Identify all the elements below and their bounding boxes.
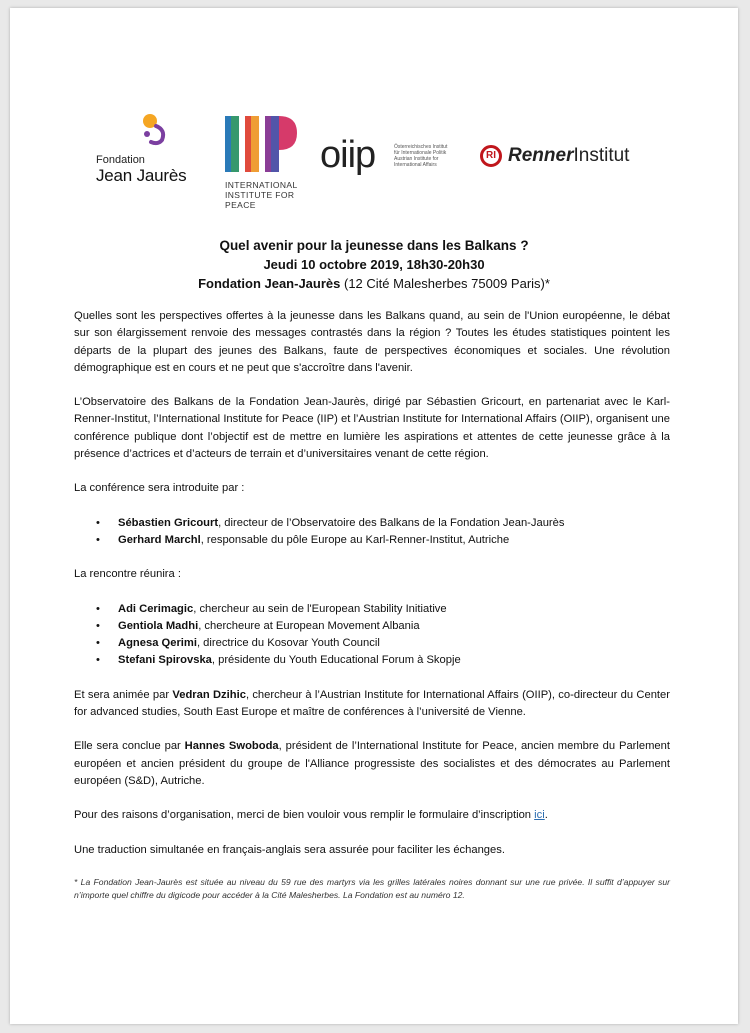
speaker-name: Gentiola Madhi bbox=[118, 619, 199, 632]
fjj-mark-icon bbox=[136, 112, 176, 148]
iip-line-2: INSTITUTE FOR bbox=[225, 190, 295, 200]
fjj-logo-main: Jean Jaurès bbox=[96, 166, 187, 185]
panelists-label: La rencontre réunira : bbox=[74, 568, 181, 581]
speaker-name: Agnesa Qerimi bbox=[118, 637, 197, 650]
list-item bbox=[74, 618, 670, 635]
venue-name: Fondation Jean-Jaurès bbox=[198, 276, 341, 291]
renner-name-rest: Institut bbox=[573, 145, 630, 166]
oiip-description bbox=[394, 144, 479, 168]
oiip-logo bbox=[320, 136, 480, 186]
renner-institut-logo bbox=[480, 141, 660, 171]
panelists-list bbox=[74, 601, 670, 670]
iip-logo-text bbox=[225, 180, 335, 210]
moderator-pre: Et sera animée par bbox=[74, 688, 173, 701]
event-date: Jeudi 10 octobre 2019, 18h30-20h30 bbox=[263, 257, 485, 272]
renner-name bbox=[508, 145, 629, 167]
speaker-name: Stefani Spirovska bbox=[118, 654, 212, 667]
speaker-role: , chercheur au sein de l'European Stability Initiative bbox=[193, 602, 447, 615]
iip-logo bbox=[225, 116, 325, 216]
speaker-role: , chercheure at European Movement Albania bbox=[198, 619, 420, 632]
closing-pre: Elle sera conclue par bbox=[74, 740, 185, 753]
registration-link[interactable]: ici bbox=[534, 809, 545, 822]
venue-address: (12 Cité Malesherbes 75009 Paris)* bbox=[340, 276, 550, 291]
fjj-logo-top: Fondation bbox=[96, 154, 145, 166]
speaker-role: , directeur de l’Observatoire des Balkans de la Fondation Jean-Jaurès bbox=[218, 516, 565, 529]
paragraph-registration bbox=[74, 807, 670, 824]
register-pre: Pour des raisons d’organisation, merci de bien vouloir vous remplir le formulaire d’inscription bbox=[74, 809, 535, 822]
speaker-role: , responsable du pôle Europe au Karl-Renner-Institut, Autriche bbox=[200, 533, 510, 546]
iip-line-3: PEACE bbox=[225, 200, 256, 210]
moderator-name: Vedran Dzihic bbox=[172, 688, 246, 701]
moderator-post: , chercheur à l’Austrian Institute for International Affairs (OIIP), co-directeur du Center for advanced studies, South East Europe et maître de conférences à l’université de Vienne. bbox=[74, 688, 670, 719]
oiip-desc-3: Austrian Institute for bbox=[394, 156, 439, 162]
footnote: * La Fondation Jean-Jaurès est située au niveau du 59 rue des martyrs via les grilles latérales noires donnant sur une rue privée. Il suffit d’appuyer sur n’importe quel chiffre du digicode pour accéder à la Cité Malesherbes. La Fondation est au numéro 12. bbox=[74, 876, 670, 900]
oiip-desc-2: für Internationale Politik bbox=[394, 150, 447, 156]
paragraph-moderator bbox=[74, 687, 670, 722]
speaker-name: Adi Cerimagic bbox=[118, 602, 194, 615]
closing-post: , président de l’International Institute for Peace, ancien membre du Parlement européen et ancien président du groupe de l'Alliance progressiste des socialistes et des démocrates au Parlement européen (S&D), Autriche. bbox=[74, 740, 670, 787]
event-title: Quel avenir pour la jeunesse dans les Balkans ? bbox=[219, 238, 529, 253]
speaker-name: Sébastien Gricourt bbox=[118, 516, 219, 529]
list-item bbox=[74, 515, 670, 532]
introducers-list bbox=[74, 515, 670, 550]
speaker-name: Gerhard Marchl bbox=[118, 533, 201, 546]
paragraph-translation: Une traduction simultanée en français-anglais sera assurée pour faciliter les échanges. bbox=[74, 843, 505, 856]
paragraph-closing bbox=[74, 738, 670, 790]
oiip-desc-4: International Affairs bbox=[394, 162, 437, 168]
logo-bar bbox=[10, 8, 738, 218]
renner-name-bold: Renner bbox=[508, 145, 574, 166]
introducers-label: La conférence sera introduite par : bbox=[74, 482, 245, 495]
iip-line-1: INTERNATIONAL bbox=[225, 180, 298, 190]
closing-name: Hannes Swoboda bbox=[184, 740, 279, 753]
document-body bbox=[74, 308, 670, 902]
iip-mark-icon bbox=[225, 116, 297, 172]
list-item bbox=[74, 601, 670, 618]
speaker-role: , directrice du Kosovar Youth Council bbox=[196, 637, 380, 650]
list-item bbox=[74, 532, 670, 549]
oiip-wordmark: oiip bbox=[320, 134, 376, 176]
event-header bbox=[10, 236, 738, 293]
paragraph-intro: Quelles sont les perspectives offertes à la jeunesse dans les Balkans quand, au sein de l'Union européenne, le débat sur son élargissement renvoie des messages contrastés dans la région ? Toutes les études statistiques pointent les départs de la plupart des jeunes des Balkans, faute de perspectives économiques et sociales. Une révolution démographique est en cours et ne peut que s'accroître dans l'avenir. bbox=[74, 310, 670, 374]
fondation-jean-jaures-logo bbox=[96, 120, 206, 190]
list-item bbox=[74, 652, 670, 669]
renner-mark-icon: RI bbox=[480, 145, 502, 167]
speaker-role: , présidente du Youth Educational Forum à Skopje bbox=[211, 654, 461, 667]
register-post: . bbox=[544, 809, 548, 822]
paragraph-partners: L’Observatoire des Balkans de la Fondation Jean-Jaurès, dirigé par Sébastien Gricourt, en partenariat avec le Karl-Renner-Institut, l’International Institute for Peace (IIP) et l’Austrian Institute for International Affairs (OIIP), organisent une conférence publique dont l’objectif est de mettre en lumière les aspirations et attentes de cette jeunesse grâce à la présence d’actrices et d’acteurs de terrain et d’universitaires venant de cette région. bbox=[74, 396, 670, 461]
document-page bbox=[10, 8, 738, 1024]
list-item bbox=[74, 635, 670, 652]
oiip-desc-1: Österreichisches Institut bbox=[394, 144, 448, 150]
event-venue bbox=[10, 274, 738, 293]
